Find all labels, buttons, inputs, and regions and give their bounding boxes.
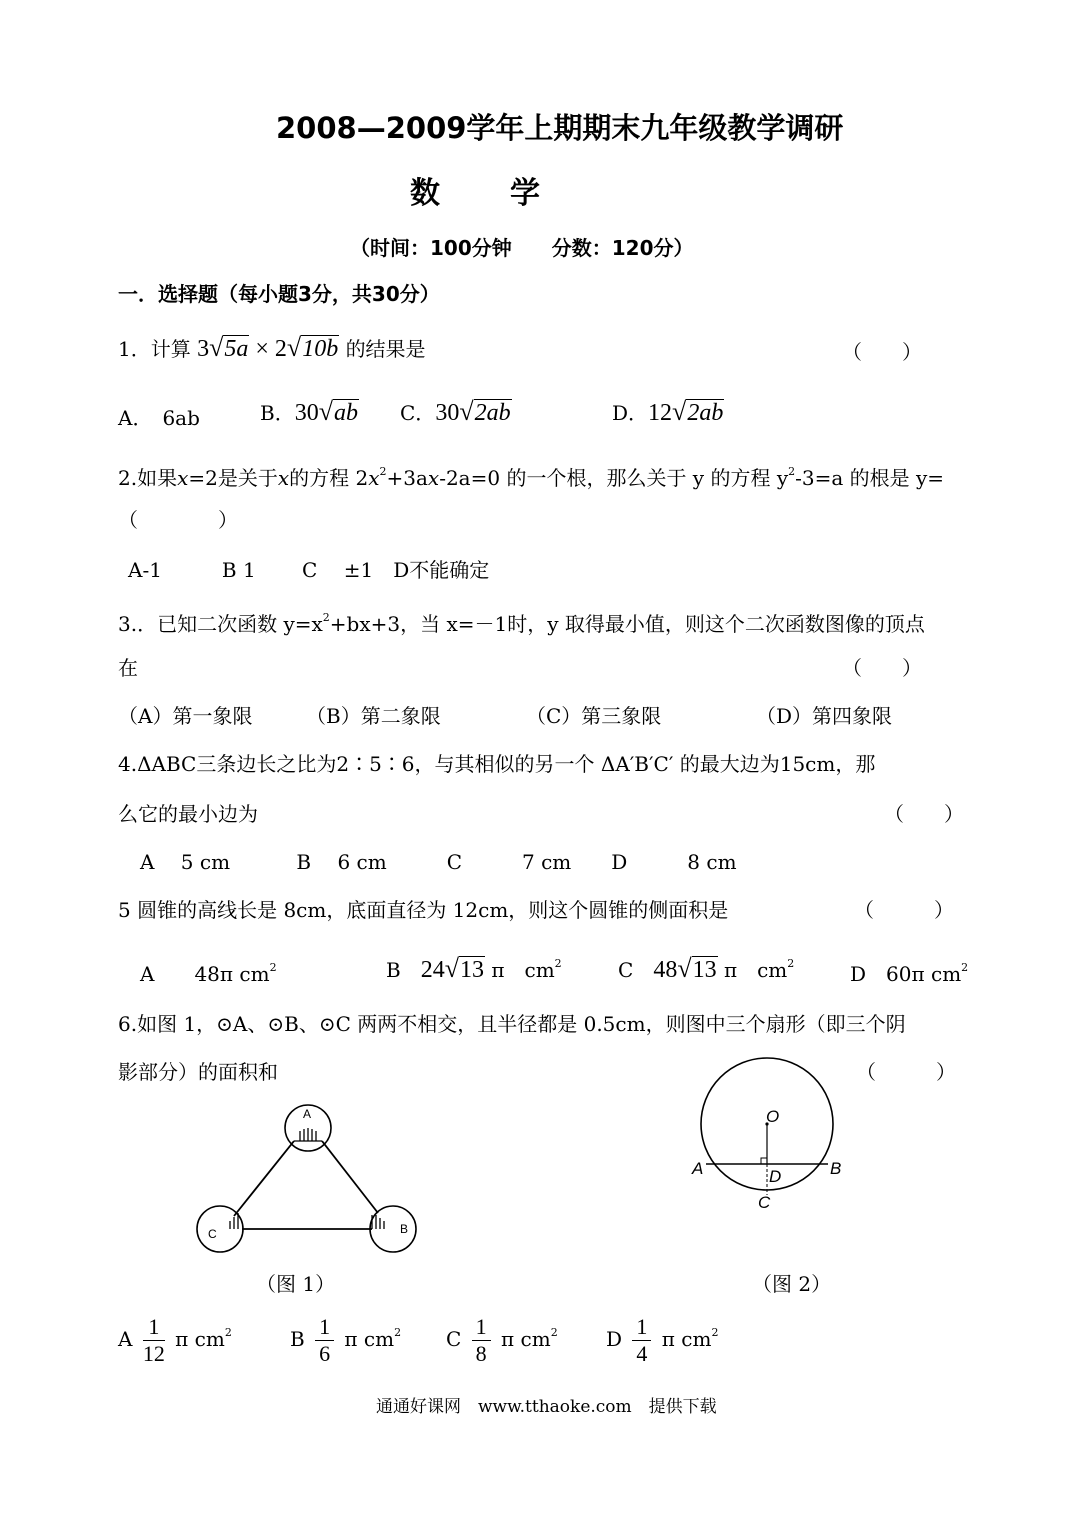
q2-options: A-1 B 1 C ±1 D不能确定 <box>128 558 490 582</box>
q3-option-c: （C）第三象限 <box>526 704 662 728</box>
q3-answer-paren: （ ） <box>842 656 922 680</box>
q6-option-b: B $\frac{1}{6}$ π $cm^2$ <box>290 1314 402 1366</box>
q6-answer-paren: （ ） <box>856 1060 956 1084</box>
q5-answer-paren: （ ） <box>854 898 954 922</box>
q1-option-d: D．12√2ab <box>612 397 724 426</box>
q1-stem: 1．计算 3√5a × 2√10b 的结果是 <box>118 333 426 362</box>
q3-option-d: （D）第四象限 <box>756 704 893 728</box>
q6-stem-line2: 影部分）的面积和 <box>118 1060 278 1084</box>
q4-stem-line2: 么它的最小边为 <box>118 802 258 826</box>
fig1-label-a: A <box>303 1107 312 1121</box>
fig2-label-o: O <box>766 1107 780 1126</box>
exam-info: （时间：100分钟 分数：120分） <box>350 236 694 260</box>
footer-source: 通通好课网 www.tthaoke.com 提供下载 <box>376 1397 717 1417</box>
section-heading: 一．选择题（每小题3分，共30分） <box>118 282 440 306</box>
fig1-label-c: C <box>208 1227 217 1241</box>
q1-option-b: B．30√ab <box>260 397 358 426</box>
q5-stem: 5 圆锥的高线长是 8cm，底面直径为 12cm，则这个圆锥的侧面积是 <box>118 898 729 922</box>
fig1-label-b: B <box>400 1222 409 1236</box>
q4-options: A 5 cm B 6 cm C 7 cm D 8 cm <box>140 850 737 874</box>
fig2-label-d: D <box>769 1167 782 1186</box>
figure-1-triangle-circles <box>190 1095 430 1260</box>
subject-title: 数 学 <box>410 176 560 211</box>
q3-option-b: （B）第二象限 <box>306 704 441 728</box>
q4-answer-paren: （ ） <box>884 802 964 826</box>
figure-1-caption: （图 1） <box>256 1272 336 1296</box>
fig2-label-a: A <box>692 1159 704 1178</box>
q4-stem: 4.ΔABC三条边长之比为2∶5∶6，与其相似的另一个 ΔA′B′C′ 的最大边为15cm，那 <box>118 752 876 776</box>
figure-2-caption: （图 2） <box>752 1272 832 1296</box>
q2-answer-paren: （ ） <box>118 508 238 532</box>
q3-stem-line2: 在 <box>118 656 138 680</box>
q5-option-c: C 48√13 π $cm^2$ <box>618 954 795 983</box>
q6-stem: 6.如图 1，⊙A、⊙B、⊙C 两两不相交，且半径都是 0.5cm，则图中三个扇形（即三个阴 <box>118 1012 906 1036</box>
q1-answer-paren: （ ） <box>842 340 922 364</box>
q6-option-d: D $\frac{1}{4}$ π $cm^2$ <box>606 1314 719 1366</box>
q5-option-d: D 60π $cm^2$ <box>850 961 969 986</box>
q6-option-c: C $\frac{1}{8}$ π $cm^2$ <box>446 1314 558 1366</box>
q3-stem: 3.．已知二次函数 $y=x^2+bx+3$，当 x=－1时，y 取得最小值，则这个二次函数图像的顶点 <box>118 611 925 636</box>
q5-option-a: A 48π $cm^2$ <box>140 961 277 986</box>
fig2-label-c: C <box>758 1193 771 1212</box>
figure-2-circle-chord <box>680 1050 860 1220</box>
q2-stem: 2.如果x=2是关于x的方程 $2x^2+3ax-2a=0$ 的一个根，那么关于 y 的方程 $y^2-3=a$ 的根是 y= <box>118 465 945 490</box>
exam-title: 2008—2009学年上期期末九年级教学调研 <box>276 111 844 145</box>
q5-option-b: B 24√13 π $cm^2$ <box>386 954 562 983</box>
q3-option-a: （A）第一象限 <box>118 704 253 728</box>
fig2-label-b: B <box>830 1159 842 1178</box>
q6-option-a: A $\frac{1}{12}$ π $cm^2$ <box>118 1314 232 1366</box>
q1-option-c: C．30√2ab <box>400 397 511 426</box>
q1-option-a: A． 6ab <box>118 406 200 430</box>
